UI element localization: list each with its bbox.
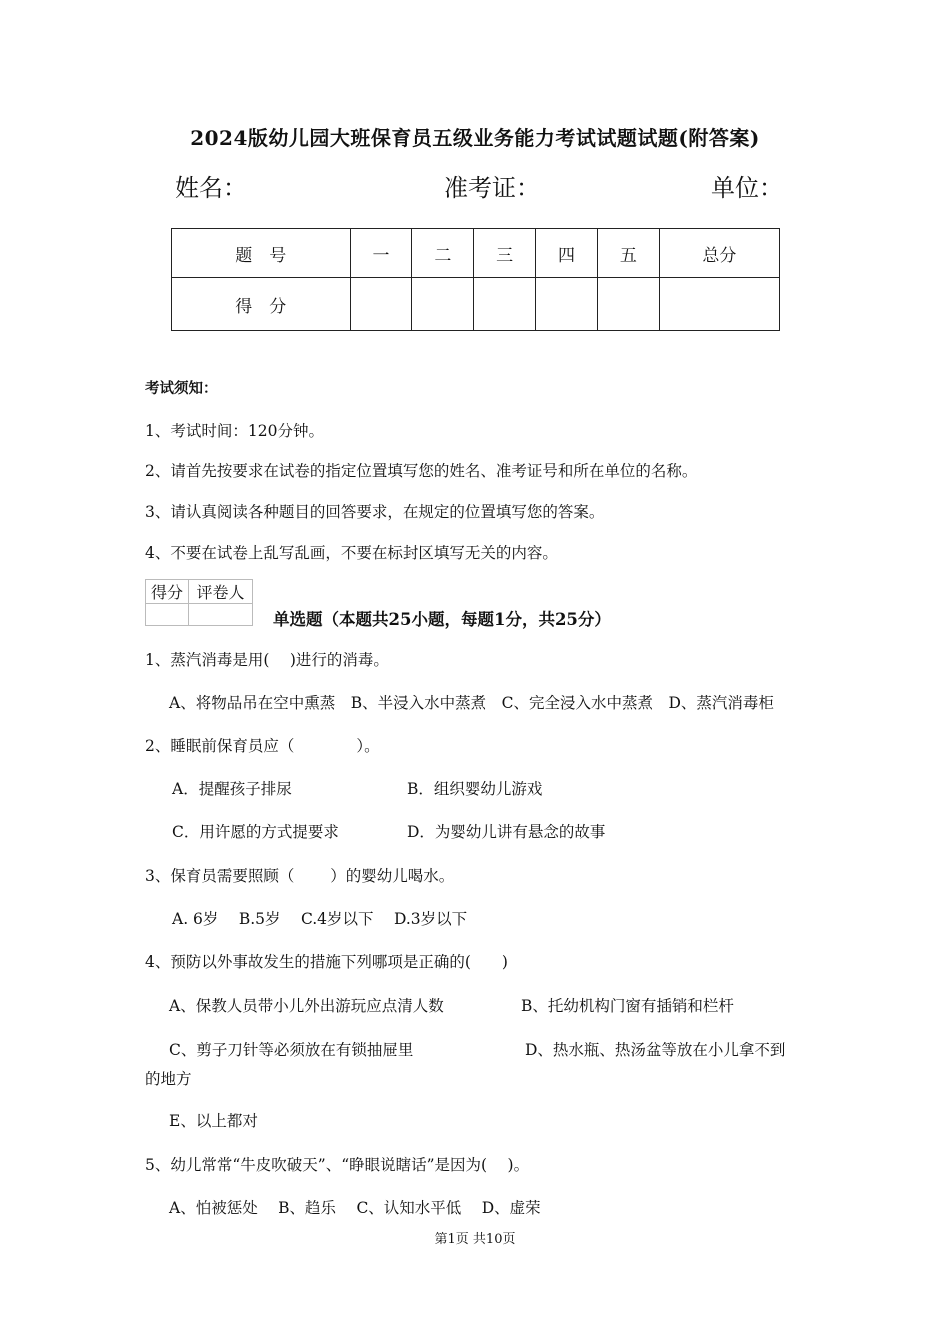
option-d: D．为婴幼儿讲有悬念的故事 (407, 823, 606, 841)
question-stem: 1、蒸汽消毒是用( )进行的消毒。 (145, 651, 389, 669)
question-stem: 2、睡眠前保育员应（ ）。 (145, 737, 380, 755)
score-table (171, 228, 780, 331)
question-stem: 3、保育员需要照顾（ ）的婴幼儿喝水。 (145, 867, 455, 885)
option-c: C、剪子刀针等必须放在有锁抽屉里 (169, 1041, 414, 1059)
section-title: 单选题（本题共25小题，每题1分，共25分） (273, 610, 611, 629)
option-a: A．提醒孩子排尿 (172, 780, 292, 798)
grader-score-label: 得分 (146, 580, 189, 604)
score-header-cell: 总分 (659, 229, 779, 278)
notice-item: 1、考试时间：120分钟。 (145, 422, 324, 440)
option-a: A、保教人员带小儿外出游玩应点清人数 (169, 997, 444, 1015)
option-d-continued: 的地方 (145, 1070, 192, 1088)
option-e: E、以上都对 (169, 1112, 258, 1130)
score-input-cell[interactable] (597, 278, 659, 331)
score-header-cell: 三 (474, 229, 536, 278)
score-header-cell: 五 (597, 229, 659, 278)
score-input-cell[interactable] (659, 278, 779, 331)
exam-id-field-label: 准考证： (444, 174, 540, 202)
score-input-cell[interactable] (350, 278, 412, 331)
page-title: 2024版幼儿园大班保育员五级业务能力考试试题试题(附答案) (190, 126, 760, 150)
score-header-cell: 题 号 (172, 229, 351, 278)
score-header-cell: 四 (536, 229, 598, 278)
grader-reviewer-cell[interactable] (189, 604, 253, 626)
notice-heading: 考试须知： (145, 380, 218, 397)
score-input-cell[interactable] (474, 278, 536, 331)
score-header-cell: 二 (412, 229, 474, 278)
score-row-label: 得 分 (172, 278, 351, 331)
option-b: B．组织婴幼儿游戏 (407, 780, 543, 798)
score-table-header-row (172, 229, 780, 278)
question-stem: 4、预防以外事故发生的措施下列哪项是正确的( ) (145, 953, 508, 971)
question-options: A、怕被惩处 B、趋乐 C、认知水平低 D、虚荣 (169, 1199, 541, 1217)
page-number-footer: 第1页 共10页 (434, 1232, 516, 1247)
grader-score-cell[interactable] (146, 604, 189, 626)
notice-item: 4、不要在试卷上乱写乱画，不要在标封区填写无关的内容。 (145, 544, 558, 562)
option-c: C．用许愿的方式提要求 (172, 823, 339, 841)
score-header-cell: 一 (350, 229, 412, 278)
question-options: A. 6岁 B.5岁 C.4岁以下 D.3岁以下 (172, 910, 468, 928)
unit-field-label: 单位： (711, 174, 783, 202)
score-table-score-row (172, 278, 780, 331)
grader-reviewer-label: 评卷人 (189, 580, 253, 604)
score-input-cell[interactable] (412, 278, 474, 331)
option-b: B、托幼机构门窗有插销和栏杆 (521, 997, 734, 1015)
score-input-cell[interactable] (536, 278, 598, 331)
name-field-label: 姓名： (175, 174, 247, 202)
notice-item: 3、请认真阅读各种题目的回答要求，在规定的位置填写您的答案。 (145, 503, 605, 521)
grader-box (145, 579, 253, 626)
question-stem: 5、幼儿常常“牛皮吹破天”、“睁眼说瞎话”是因为( )。 (145, 1156, 530, 1174)
option-d: D、热水瓶、热汤盆等放在小儿拿不到 (525, 1041, 786, 1059)
notice-item: 2、请首先按要求在试卷的指定位置填写您的姓名、准考证号和所在单位的名称。 (145, 462, 698, 480)
question-options: A、将物品吊在空中熏蒸 B、半浸入水中蒸煮 C、完全浸入水中蒸煮 D、蒸汽消毒柜 (169, 694, 774, 712)
